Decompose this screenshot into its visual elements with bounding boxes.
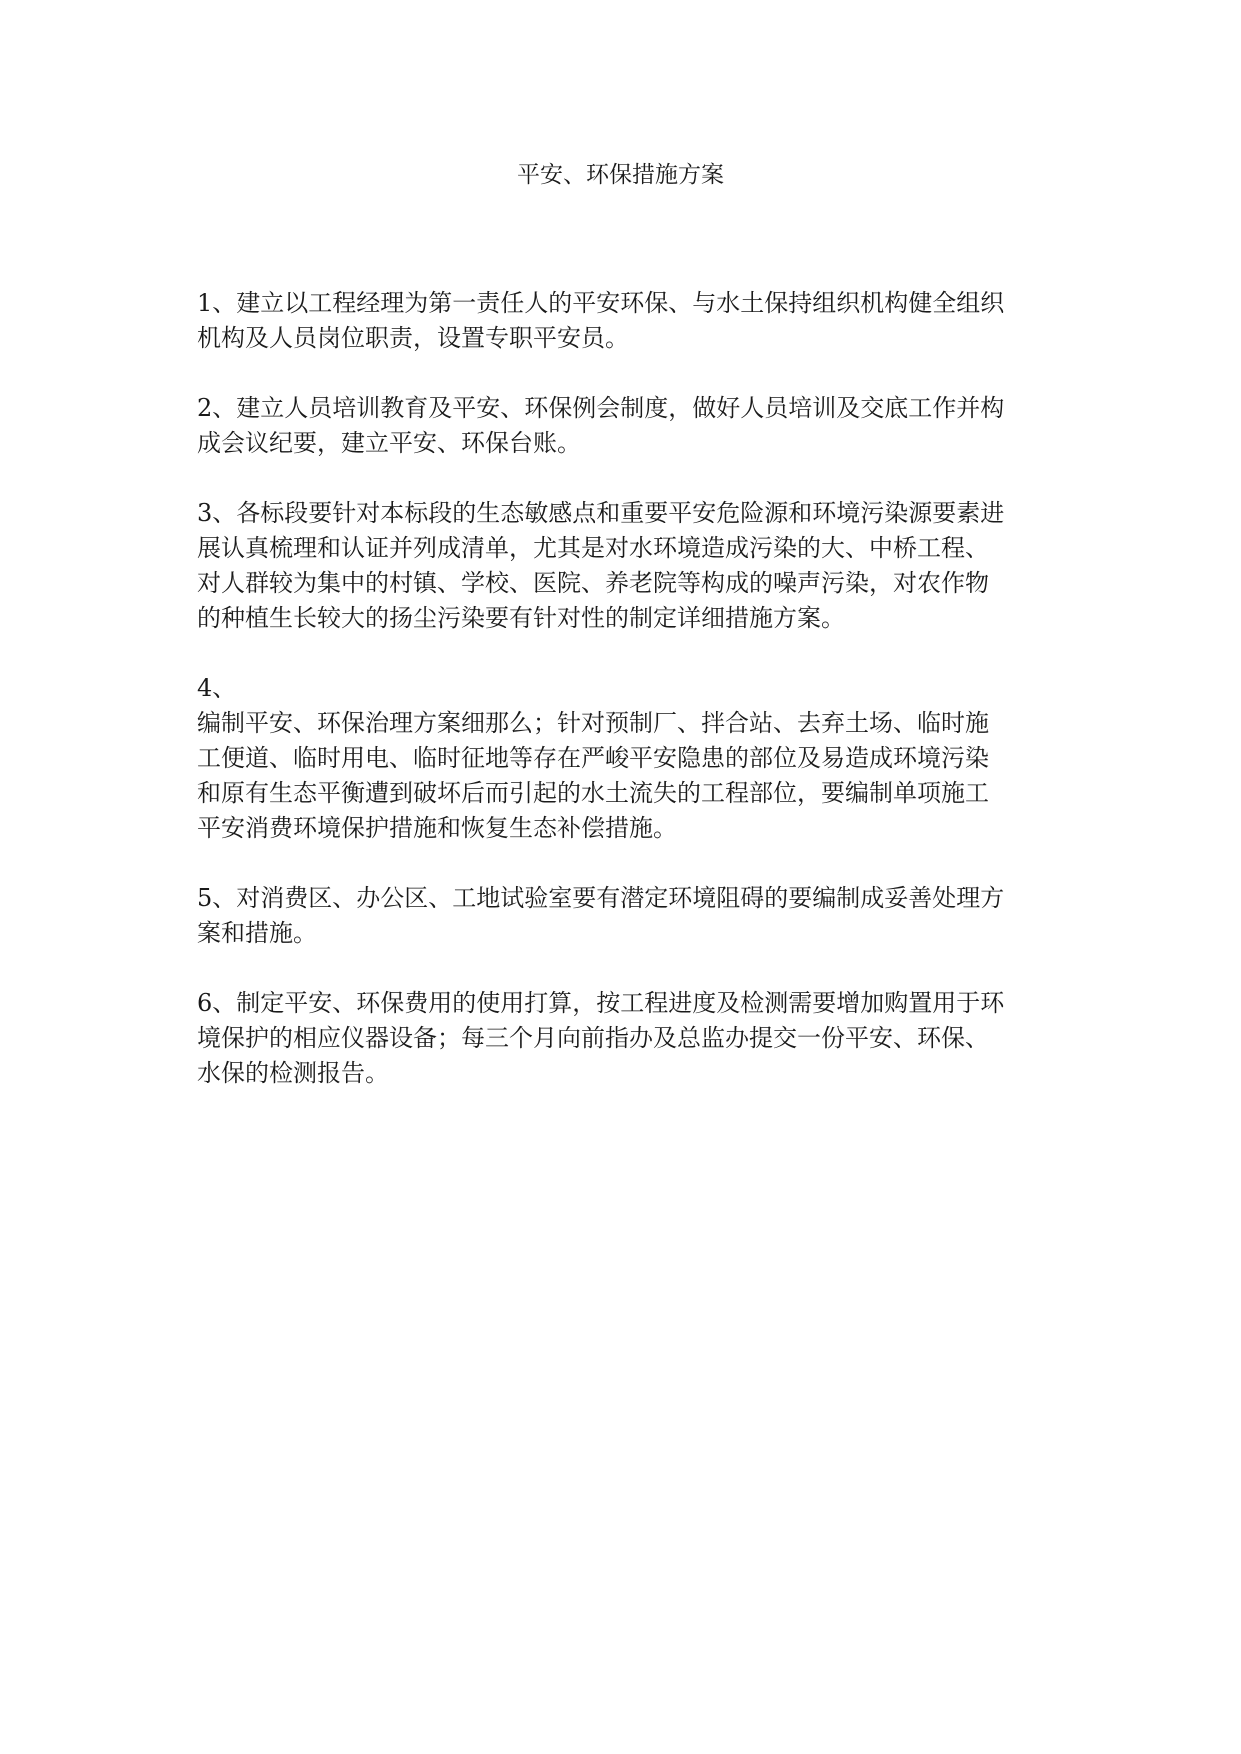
paragraph-line: 3、各标段要针对本标段的生态敏感点和重要平安危险源和环境污染源要素进 [197,499,1005,527]
paragraph-line: 和原有生态平衡遭到破坏后而引起的水土流失的工程部位，要编制单项施工 [197,779,989,807]
paragraph-line: 平安消费环境保护措施和恢复生态补偿措施。 [197,814,677,842]
paragraph-line: 案和措施。 [197,919,317,947]
document-title: 平安、环保措施方案 [517,162,724,188]
paragraph-6 [197,986,1047,1091]
paragraph-line: 5、对消费区、办公区、工地试验室要有潜定环境阻碍的要编制成妥善处理方 [197,884,1005,912]
paragraph-5 [197,881,1047,951]
paragraph-line: 对人群较为集中的村镇、学校、医院、养老院等构成的噪声污染，对农作物 [197,569,989,597]
paragraph-line: 水保的检测报告。 [197,1059,389,1087]
paragraph-line: 的种植生长较大的扬尘污染要有针对性的制定详细措施方案。 [197,604,845,632]
paragraph-line: 6、制定平安、环保费用的使用打算，按工程进度及检测需要增加购置用于环 [197,989,1005,1017]
paragraph-line: 成会议纪要，建立平安、环保台账。 [197,429,581,457]
document-body [197,286,1047,1126]
paragraph-line: 1、建立以工程经理为第一责任人的平安环保、与水土保持组织机构健全组织 [197,289,1005,317]
paragraph-1 [197,286,1047,356]
paragraph-line: 2、建立人员培训教育及平安、环保例会制度，做好人员培训及交底工作并构 [197,394,1005,422]
paragraph-line: 编制平安、环保治理方案细那么；针对预制厂、拌合站、去弃土场、临时施 [197,709,989,737]
paragraph-4 [197,671,1047,846]
paragraph-line: 工便道、临时用电、临时征地等存在严峻平安隐患的部位及易造成环境污染 [197,744,989,772]
paragraph-line: 展认真梳理和认证并列成清单，尤其是对水环境造成污染的大、中桥工程、 [197,534,989,562]
paragraph-2 [197,391,1047,461]
paragraph-line: 境保护的相应仪器设备；每三个月向前指办及总监办提交一份平安、环保、 [197,1024,989,1052]
paragraph-line: 机构及人员岗位职责，设置专职平安员。 [197,324,629,352]
paragraph-line: 4、 [197,674,237,702]
paragraph-3 [197,496,1047,636]
